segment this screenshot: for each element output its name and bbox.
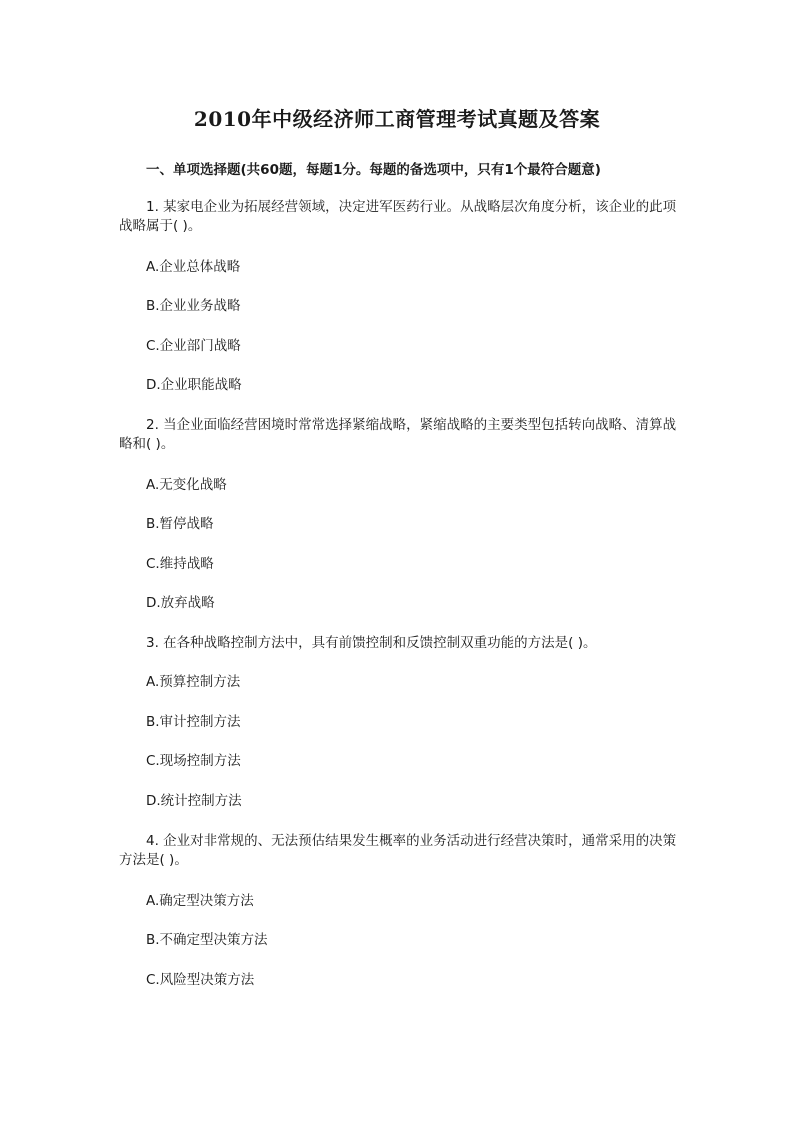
option-a: A.企业总体战略 [146, 259, 241, 275]
option-a: A.确定型决策方法 [146, 893, 254, 909]
question-stem: 2. 当企业面临经营困境时常常选择紧缩战略，紧缩战略的主要类型包括转向战略、清算战略和( )。 [119, 417, 677, 452]
question-stem: 3. 在各种战略控制方法中，具有前馈控制和反馈控制双重功能的方法是( )。 [146, 635, 597, 651]
option-c: C.现场控制方法 [146, 753, 241, 769]
option-d: D.放弃战略 [146, 595, 215, 611]
page-title: 2010年中级经济师工商管理考试真题及答案 [193, 107, 601, 131]
option-d: D.企业职能战略 [146, 377, 242, 393]
question-stem: 4. 企业对非常规的、无法预估结果发生概率的业务活动进行经营决策时，通常采用的决策方法是( )。 [119, 833, 677, 868]
option-c: C.维持战略 [146, 556, 214, 572]
option-b: B.审计控制方法 [146, 714, 241, 730]
option-c: C.企业部门战略 [146, 338, 241, 354]
option-b: B.暂停战略 [146, 516, 214, 532]
option-a: A.预算控制方法 [146, 674, 241, 690]
option-c: C.风险型决策方法 [146, 972, 255, 988]
option-b: B.企业业务战略 [146, 298, 241, 314]
question-stem: 1. 某家电企业为拓展经营领域，决定进军医药行业。从战略层次角度分析，该企业的此项战略属于( )。 [119, 199, 677, 234]
option-d: D.统计控制方法 [146, 793, 242, 809]
section-heading: 一、单项选择题(共60题，每题1分。每题的备选项中，只有1个最符合题意) [146, 162, 601, 178]
option-a: A.无变化战略 [146, 477, 227, 493]
option-b: B.不确定型决策方法 [146, 932, 268, 948]
